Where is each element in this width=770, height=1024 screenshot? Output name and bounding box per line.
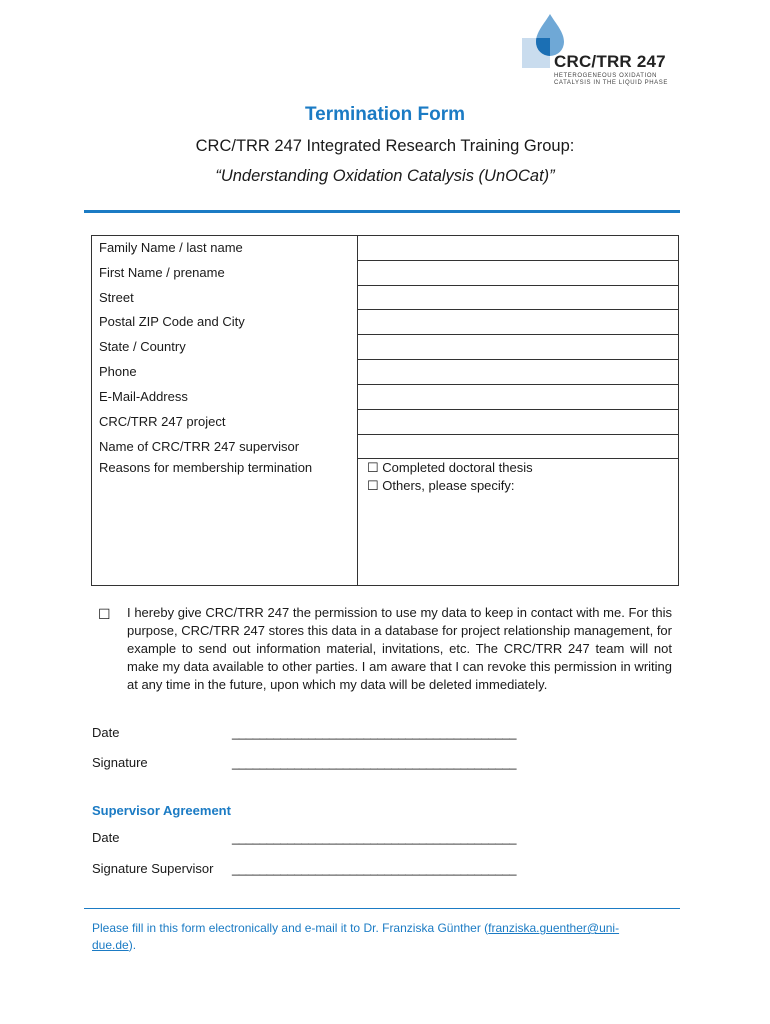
supervisor-date-label: Date — [92, 830, 120, 845]
footer-text-end: ). — [128, 938, 137, 952]
label-termination-reasons: Reasons for membership termination — [99, 460, 313, 475]
footer-divider — [84, 908, 680, 909]
row-state-country — [92, 335, 678, 360]
option-others-label: Others, please specify: — [382, 478, 515, 493]
supervisor-signature-label: Signature Supervisor — [92, 861, 214, 876]
consent-text: I hereby give CRC/TRR 247 the permission to use my data to keep in contact with me. For this purpose, CRC/TRR 247 stores this data in a database for project relationship management, for example to send out information material, invitations, etc. The CRC/TRR 247 team will not make my data available to other parties. I am aware that I can revoke this permission in writing at any time in the future, upon which my data will be deleted immediately. — [127, 605, 672, 692]
footer-text: Please fill in this form electronically and e-mail it to Dr. Franziska Günther ( — [92, 921, 489, 935]
supervisor-date-line[interactable]: _________________________________________ — [232, 830, 517, 845]
logo-subtitle-line2: CATALYSIS IN THE LIQUID PHASE — [554, 80, 668, 86]
row-postal-city — [92, 310, 678, 335]
crc-trr-247-logo — [520, 14, 690, 90]
email-link-part1: franziska.guenther@uni- — [488, 921, 620, 935]
form-subtitle-group: CRC/TRR 247 Integrated Research Training Group: — [195, 137, 575, 155]
option-others[interactable] — [367, 478, 515, 494]
supervisor-heading: Supervisor Agreement — [92, 803, 231, 818]
row-first-name — [92, 261, 678, 286]
option-completed-thesis-label: Completed doctoral thesis — [382, 460, 533, 475]
row-family-name — [92, 236, 678, 261]
date-line[interactable]: _________________________________________ — [232, 725, 517, 740]
label-email: E-Mail-Address — [99, 389, 188, 404]
logo-subtitle-line1: HETEROGENEOUS OXIDATION — [554, 73, 658, 79]
row-email — [92, 385, 678, 410]
checkbox-icon[interactable]: ☐ — [367, 478, 379, 493]
row-project — [92, 410, 678, 435]
row-phone — [92, 360, 678, 385]
header-divider — [84, 210, 680, 213]
label-phone: Phone — [99, 364, 137, 379]
row-street — [92, 286, 678, 310]
logo-subtitle — [554, 73, 668, 87]
logo-title: CRC/TRR 247 — [554, 52, 666, 71]
email-link-part2: due.de — [92, 938, 129, 952]
form-title: Termination Form — [304, 104, 466, 125]
consent-checkbox-icon[interactable]: ☐ — [98, 606, 111, 622]
label-street: Street — [99, 290, 134, 305]
supervisor-signature-line[interactable]: _________________________________________ — [232, 861, 517, 876]
label-project: CRC/TRR 247 project — [99, 414, 226, 429]
date-label: Date — [92, 725, 120, 740]
row-supervisor — [92, 435, 678, 459]
row-termination-reasons — [92, 459, 678, 586]
label-state-country: State / Country — [99, 339, 186, 354]
checkbox-icon[interactable]: ☐ — [367, 460, 379, 475]
signature-line[interactable]: _________________________________________ — [232, 755, 517, 770]
label-family-name: Family Name / last name — [99, 240, 243, 255]
label-postal-city: Postal ZIP Code and City — [99, 314, 245, 329]
personal-data-table — [91, 235, 679, 586]
form-subtitle-program: “Understanding Oxidation Catalysis (UnOCat)” — [215, 167, 555, 185]
footer-instructions — [92, 920, 672, 954]
label-first-name: First Name / prename — [99, 265, 225, 280]
label-supervisor: Name of CRC/TRR 247 supervisor — [99, 439, 300, 454]
signature-label: Signature — [92, 755, 148, 770]
option-completed-thesis[interactable] — [367, 460, 533, 476]
